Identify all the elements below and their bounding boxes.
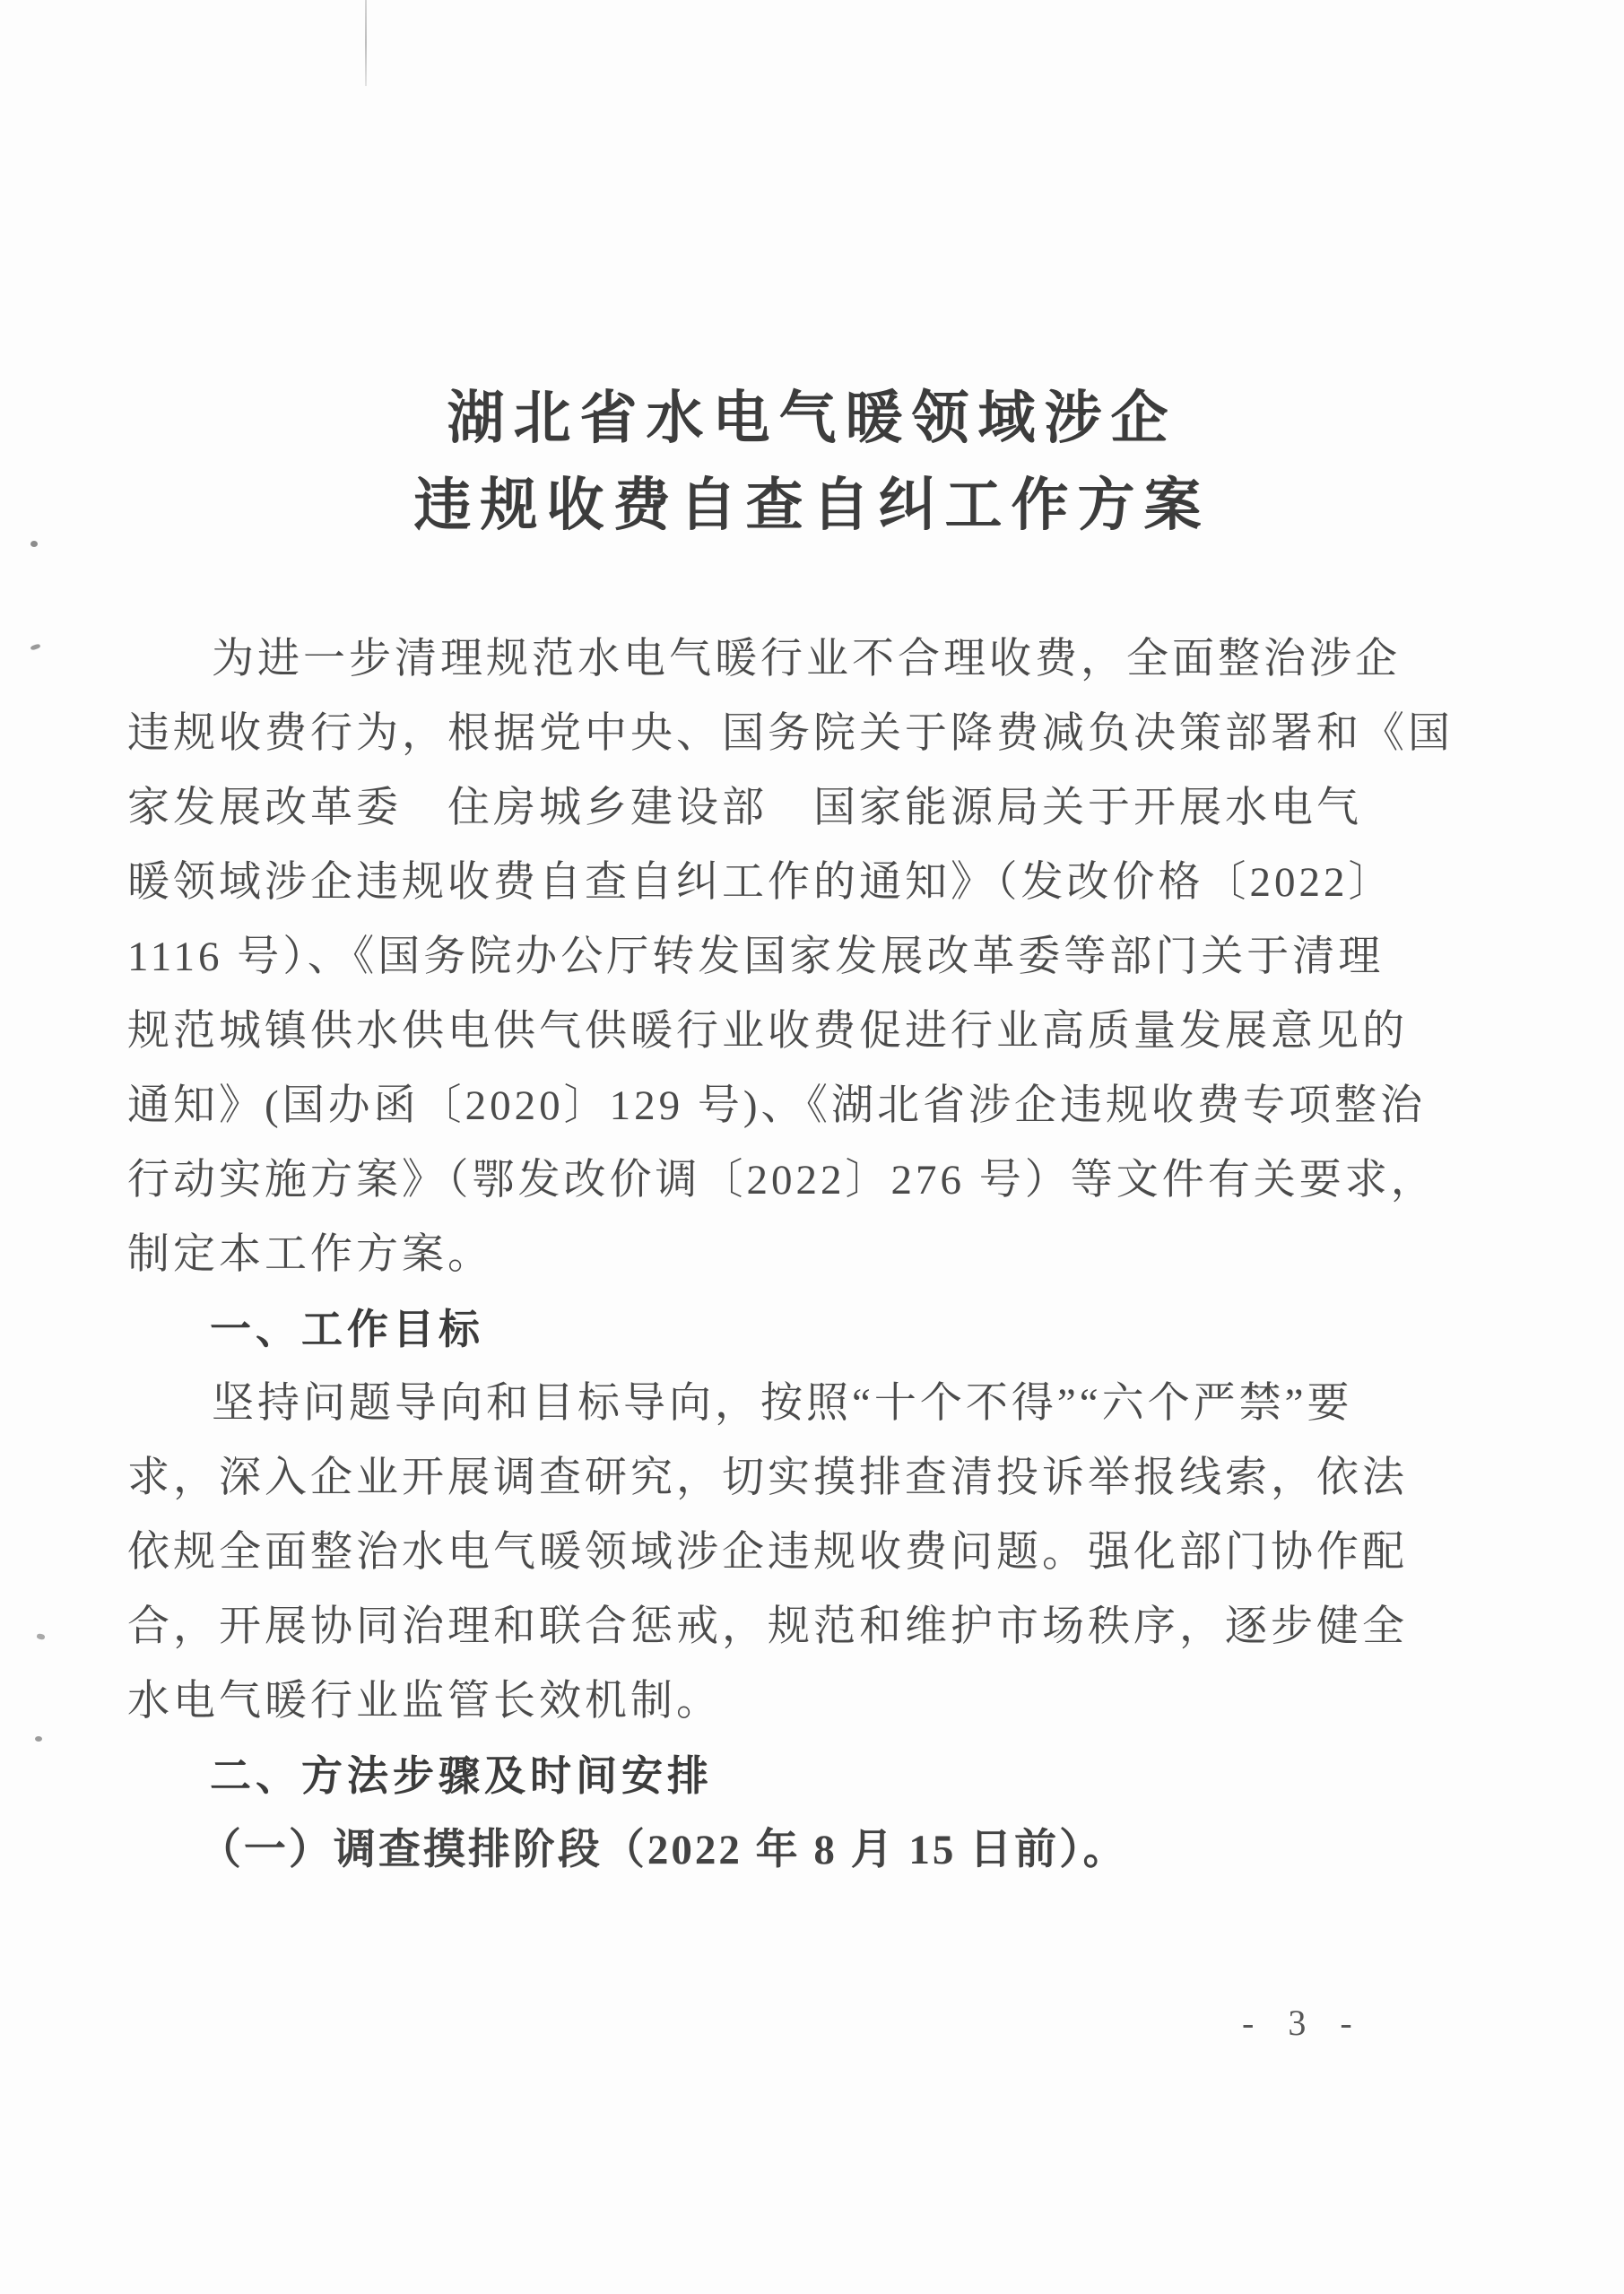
paragraph-line: 1116 号）、《国务院办公厅转发国家发展改革委等部门关于清理: [127, 934, 1385, 980]
section-heading-2: 二、方法步骤及时间安排: [210, 1752, 713, 1799]
stage-heading: （一）调查摸排阶段（2022 年 8 月 15 日前）。: [198, 1827, 1128, 1873]
paragraph-line: 水电气暖行业监管长效机制。: [127, 1678, 722, 1725]
section-heading-1: 一、工作目标: [210, 1306, 484, 1352]
paragraph-line: 规范城镇供水供电供气供暖行业收费促进行业高质量发展意见的: [127, 1008, 1408, 1055]
scan-speck: [30, 643, 40, 650]
paragraph-line: 行动实施方案》（鄂发改价调〔2022〕276 号）等文件有关要求，: [127, 1157, 1437, 1203]
paragraph-line: 求，深入企业开展调查研究，切实摸排查清投诉举报线索，依法: [127, 1455, 1408, 1501]
paragraph-line: 暖领域涉企违规收费自查自纠工作的通知》（发改价格〔2022〕: [127, 859, 1394, 906]
document-body: [127, 622, 1499, 1888]
scan-speck: [36, 1633, 45, 1640]
document-title: [0, 375, 1624, 549]
title-line-2: 违规收费自查自纠工作方案: [413, 474, 1211, 537]
paragraph-line: 家发展改革委 住房城乡建设部 国家能源局关于开展水电气: [127, 785, 1362, 831]
paragraph-line: 依规全面整治水电气暖领域涉企违规收费问题。强化部门协作配: [127, 1529, 1408, 1576]
paragraph-line: 坚持问题导向和目标导向，按照“十个不得”“六个严禁”要: [212, 1380, 1353, 1427]
scan-speck: [35, 1736, 42, 1742]
paragraph-line: 制定本工作方案。: [127, 1231, 493, 1278]
scan-artifact-vertical-line: [365, 0, 367, 86]
paragraph-line: 违规收费行为，根据党中央、国务院关于降费减负决策部署和《国: [127, 710, 1454, 757]
paragraph-line: 合，开展协同治理和联合惩戒，规范和维护市场秩序，逐步健全: [127, 1603, 1408, 1650]
page-number: - 3 -: [1242, 2003, 1358, 2043]
paragraph-line: 为进一步清理规范水电气暖行业不合理收费，全面整治涉企: [212, 636, 1401, 682]
paragraph-line: 通知》(国办函〔2020〕129 号)、《湖北省涉企违规收费专项整治: [127, 1082, 1427, 1129]
title-line-1: 湖北省水电气暖领域涉企: [447, 387, 1177, 450]
